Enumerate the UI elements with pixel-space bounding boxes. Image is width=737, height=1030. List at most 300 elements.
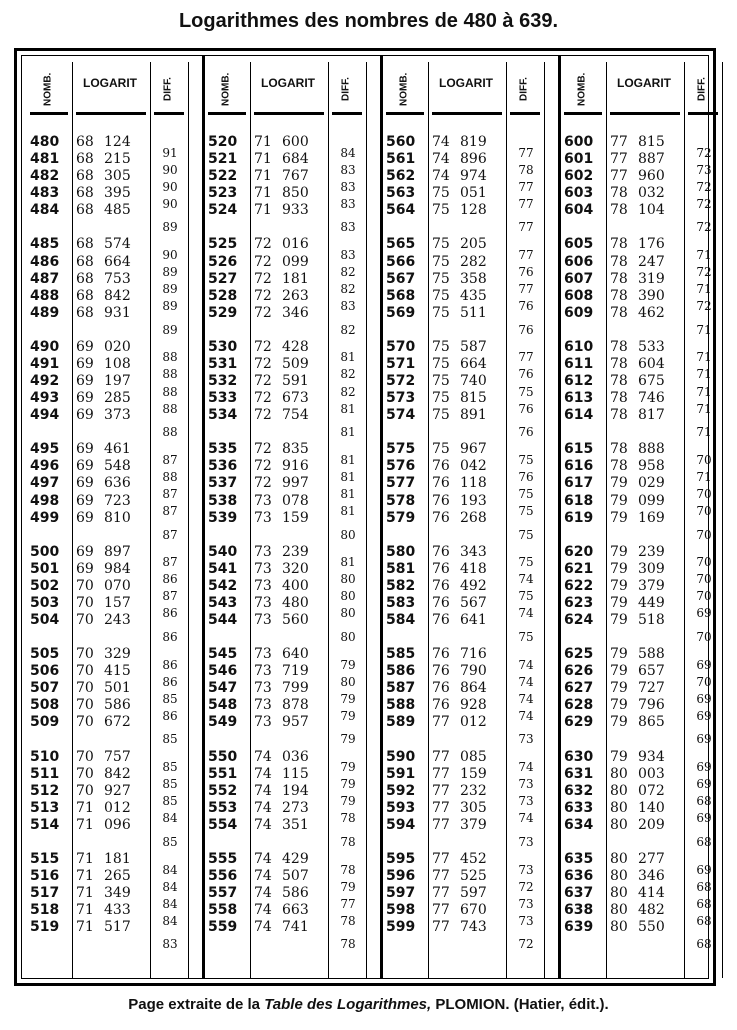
row-diff: 70 (696, 486, 712, 501)
table-row (384, 373, 506, 389)
row-diff: 74 (518, 691, 534, 706)
table-row (206, 236, 328, 252)
row-diff: 76 (518, 469, 534, 484)
row-diff: 80 (340, 630, 356, 644)
log-prefix: 79 (610, 663, 628, 680)
row-number: 611 (564, 355, 594, 372)
table-row (206, 680, 328, 696)
log-prefix: 74 (432, 168, 450, 185)
log-mantissa: 482 (638, 902, 665, 919)
log-prefix: 75 (432, 270, 450, 287)
row-diff: 79 (340, 708, 356, 723)
row-number: 489 (30, 304, 60, 321)
log-mantissa: 511 (460, 304, 487, 321)
row-diff: 69 (696, 811, 712, 826)
table-row (206, 168, 328, 184)
table-row (562, 714, 684, 730)
table-row (562, 254, 684, 270)
row-diff: 77 (518, 350, 534, 365)
row-number: 485 (30, 236, 60, 253)
row-number: 602 (564, 168, 594, 185)
row-diff: 88 (162, 367, 178, 382)
log-prefix: 74 (254, 902, 272, 919)
table-row (384, 510, 506, 526)
row-diff: 85 (162, 691, 178, 706)
log-mantissa: 657 (638, 663, 665, 680)
row-diff: 74 (518, 606, 534, 621)
log-prefix: 73 (254, 577, 272, 594)
log-prefix: 72 (254, 373, 272, 389)
row-number: 543 (208, 594, 238, 611)
log-mantissa: 796 (638, 697, 665, 714)
log-mantissa: 205 (460, 236, 487, 253)
log-mantissa: 209 (638, 816, 665, 833)
row-diff: 70 (696, 589, 712, 604)
table-row (28, 305, 150, 321)
table-row (562, 919, 684, 935)
row-diff: 79 (340, 760, 356, 775)
row-number: 530 (208, 338, 238, 355)
log-prefix: 77 (432, 816, 450, 833)
column-rule (506, 62, 507, 978)
row-diff: 88 (162, 425, 178, 440)
row-diff: 80 (340, 527, 356, 542)
table-row (562, 407, 684, 423)
table-row (562, 680, 684, 696)
row-number: 569 (386, 304, 416, 321)
log-prefix: 71 (254, 185, 272, 202)
row-number: 594 (386, 816, 416, 833)
log-prefix: 68 (76, 151, 94, 168)
log-prefix: 75 (432, 253, 450, 270)
row-diff: 73 (518, 777, 534, 792)
row-diff: 71 (696, 247, 712, 262)
log-mantissa: 891 (460, 407, 487, 424)
log-mantissa: 247 (638, 253, 665, 270)
row-diff: 79 (340, 732, 356, 747)
log-prefix: 76 (432, 663, 450, 680)
row-number: 621 (564, 560, 594, 577)
log-prefix: 72 (254, 441, 272, 458)
log-mantissa: 967 (460, 441, 487, 458)
log-mantissa: 003 (638, 765, 665, 782)
row-diff: 80 (340, 674, 356, 689)
log-mantissa: 036 (282, 748, 309, 765)
row-number: 523 (208, 185, 238, 202)
row-diff: 87 (162, 527, 178, 542)
row-number: 525 (208, 236, 238, 253)
row-diff: 73 (696, 162, 712, 177)
log-prefix: 77 (432, 851, 450, 868)
log-mantissa: 265 (104, 868, 131, 885)
log-mantissa: 349 (104, 885, 131, 902)
header-nomb: NOMB. (220, 72, 232, 106)
table-row (562, 595, 684, 611)
table-row (28, 663, 150, 679)
log-prefix: 73 (254, 680, 272, 697)
log-prefix: 76 (432, 492, 450, 509)
row-number: 619 (564, 509, 594, 526)
row-number: 603 (564, 185, 594, 202)
row-number: 607 (564, 270, 594, 287)
row-number: 515 (30, 851, 60, 868)
row-diff: 68 (696, 896, 712, 911)
log-prefix: 77 (432, 868, 450, 885)
table-row (206, 151, 328, 167)
row-diff: 81 (340, 425, 356, 440)
log-mantissa: 096 (104, 816, 131, 833)
row-diff: 84 (162, 896, 178, 911)
row-number: 508 (30, 697, 60, 714)
row-diff: 77 (340, 896, 356, 911)
log-prefix: 71 (76, 816, 94, 833)
log-prefix: 77 (432, 902, 450, 919)
table-row (206, 851, 328, 867)
row-diff: 89 (162, 282, 178, 297)
row-diff: 73 (518, 732, 534, 747)
log-prefix: 80 (610, 919, 628, 936)
footer-book-title: Table des Logarithmes, (264, 996, 432, 1013)
log-prefix: 72 (254, 475, 272, 492)
log-mantissa: 435 (460, 287, 487, 304)
table-row (384, 493, 506, 509)
row-number: 630 (564, 748, 594, 765)
log-prefix: 71 (254, 134, 272, 150)
log-mantissa: 560 (282, 612, 309, 628)
table-row (28, 868, 150, 884)
log-mantissa: 157 (104, 594, 131, 611)
row-diff: 72 (696, 220, 712, 235)
table-row (562, 663, 684, 679)
log-prefix: 80 (610, 782, 628, 799)
log-prefix: 68 (76, 287, 94, 304)
log-mantissa: 931 (104, 304, 131, 321)
row-diff: 75 (518, 555, 534, 570)
page-title: Logarithmes des nombres de 480 à 639. (178, 10, 559, 32)
log-prefix: 74 (254, 782, 272, 799)
table-row (28, 356, 150, 372)
row-number: 552 (208, 782, 238, 799)
log-prefix: 80 (610, 868, 628, 885)
table-row (384, 134, 506, 150)
row-number: 520 (208, 134, 238, 150)
row-diff: 81 (340, 555, 356, 570)
log-mantissa: 193 (460, 492, 487, 509)
row-diff: 91 (162, 145, 178, 160)
table-row (562, 885, 684, 901)
column-separator (558, 56, 561, 978)
row-number: 605 (564, 236, 594, 253)
row-diff: 72 (518, 937, 534, 952)
row-diff: 82 (340, 265, 356, 280)
log-mantissa: 719 (282, 663, 309, 680)
log-mantissa: 140 (638, 799, 665, 816)
row-diff: 74 (518, 657, 534, 672)
row-diff: 71 (696, 282, 712, 297)
table-row (562, 612, 684, 628)
row-number: 519 (30, 919, 60, 936)
log-prefix: 73 (254, 594, 272, 611)
log-prefix: 78 (610, 236, 628, 253)
log-prefix: 71 (76, 902, 94, 919)
table-row (384, 151, 506, 167)
log-prefix: 77 (432, 765, 450, 782)
log-prefix: 77 (610, 134, 628, 150)
log-mantissa: 099 (282, 253, 309, 270)
table-row (206, 288, 328, 304)
log-mantissa: 974 (460, 168, 487, 185)
row-diff: 74 (518, 811, 534, 826)
log-mantissa: 239 (638, 543, 665, 560)
table-row (562, 390, 684, 406)
table-row (384, 441, 506, 457)
table-row (28, 902, 150, 918)
log-prefix: 70 (76, 577, 94, 594)
log-mantissa: 817 (638, 407, 665, 424)
row-diff: 75 (518, 452, 534, 467)
header-rule (432, 112, 502, 115)
table-row (384, 168, 506, 184)
row-diff: 86 (162, 708, 178, 723)
log-prefix: 70 (76, 748, 94, 765)
table-row (28, 612, 150, 628)
log-prefix: 74 (254, 868, 272, 885)
log-mantissa: 716 (460, 646, 487, 663)
log-mantissa: 462 (638, 304, 665, 321)
log-mantissa: 032 (638, 185, 665, 202)
table-row (206, 390, 328, 406)
log-mantissa: 672 (104, 714, 131, 731)
log-mantissa: 664 (460, 355, 487, 372)
log-mantissa: 169 (638, 509, 665, 526)
header-rule (208, 112, 246, 115)
row-number: 512 (30, 782, 60, 799)
column-rule (722, 62, 723, 978)
table-row (28, 254, 150, 270)
table-row (28, 578, 150, 594)
table-row (206, 595, 328, 611)
log-prefix: 72 (254, 236, 272, 253)
row-number: 629 (564, 714, 594, 731)
log-prefix: 76 (432, 594, 450, 611)
row-number: 637 (564, 885, 594, 902)
table-row (384, 680, 506, 696)
table-row (384, 868, 506, 884)
table-row (384, 185, 506, 201)
row-number: 507 (30, 680, 60, 697)
log-prefix: 77 (610, 151, 628, 168)
log-mantissa: 550 (638, 919, 665, 936)
log-mantissa: 673 (282, 390, 309, 407)
row-diff: 84 (162, 811, 178, 826)
log-mantissa: 012 (460, 714, 487, 731)
table-row (384, 544, 506, 560)
log-mantissa: 587 (460, 338, 487, 355)
row-number: 561 (386, 151, 416, 168)
row-number: 501 (30, 560, 60, 577)
row-diff: 90 (162, 162, 178, 177)
table-row (562, 458, 684, 474)
log-mantissa: 042 (460, 458, 487, 475)
table-row (562, 817, 684, 833)
row-number: 535 (208, 441, 238, 458)
log-mantissa: 815 (460, 390, 487, 407)
table-row (384, 714, 506, 730)
log-mantissa: 343 (460, 543, 487, 560)
row-number: 618 (564, 492, 594, 509)
row-diff: 83 (340, 299, 356, 314)
log-prefix: 77 (432, 714, 450, 731)
row-diff: 72 (518, 879, 534, 894)
row-number: 536 (208, 458, 238, 475)
footer-caption (0, 996, 737, 1013)
row-number: 481 (30, 151, 60, 168)
row-number: 566 (386, 253, 416, 270)
row-diff: 88 (162, 469, 178, 484)
row-number: 599 (386, 919, 416, 936)
log-prefix: 79 (610, 612, 628, 628)
log-mantissa: 197 (104, 373, 131, 389)
log-prefix: 69 (76, 390, 94, 407)
row-number: 547 (208, 680, 238, 697)
log-mantissa: 933 (282, 202, 309, 219)
row-number: 615 (564, 441, 594, 458)
table-row (28, 817, 150, 833)
log-mantissa: 433 (104, 902, 131, 919)
log-prefix: 75 (432, 355, 450, 372)
row-number: 614 (564, 407, 594, 424)
table-row (206, 305, 328, 321)
row-number: 584 (386, 612, 416, 628)
log-mantissa: 567 (460, 594, 487, 611)
log-prefix: 74 (254, 748, 272, 765)
row-number: 628 (564, 697, 594, 714)
table-row (28, 646, 150, 662)
row-number: 521 (208, 151, 238, 168)
row-number: 625 (564, 646, 594, 663)
log-prefix: 77 (432, 919, 450, 936)
log-mantissa: 273 (282, 799, 309, 816)
row-number: 553 (208, 799, 238, 816)
row-diff: 90 (162, 196, 178, 211)
table-row (384, 305, 506, 321)
table-row (206, 817, 328, 833)
log-mantissa: 029 (638, 475, 665, 492)
table-row (384, 749, 506, 765)
log-mantissa: 548 (104, 458, 131, 475)
log-prefix: 74 (254, 765, 272, 782)
row-diff: 82 (340, 282, 356, 297)
log-prefix: 76 (432, 475, 450, 492)
row-diff: 80 (340, 572, 356, 587)
log-mantissa: 741 (282, 919, 309, 936)
row-number: 532 (208, 373, 238, 389)
row-diff: 78 (340, 811, 356, 826)
log-mantissa: 842 (104, 287, 131, 304)
table-column-3 (384, 56, 556, 978)
row-number: 592 (386, 782, 416, 799)
log-mantissa: 810 (104, 509, 131, 526)
row-number: 591 (386, 765, 416, 782)
table-row (562, 151, 684, 167)
row-number: 620 (564, 543, 594, 560)
row-number: 496 (30, 458, 60, 475)
row-diff: 78 (340, 862, 356, 877)
log-mantissa: 640 (282, 646, 309, 663)
row-number: 589 (386, 714, 416, 731)
log-prefix: 73 (254, 646, 272, 663)
table-row (206, 561, 328, 577)
log-prefix: 79 (610, 492, 628, 509)
table-row (206, 493, 328, 509)
row-diff: 69 (696, 760, 712, 775)
row-diff: 89 (162, 299, 178, 314)
table-row (28, 339, 150, 355)
table-row (28, 680, 150, 696)
log-prefix: 73 (254, 663, 272, 680)
log-mantissa: 958 (638, 458, 665, 475)
row-diff: 77 (518, 179, 534, 194)
table-row (28, 390, 150, 406)
table-row (206, 458, 328, 474)
row-number: 593 (386, 799, 416, 816)
log-prefix: 73 (254, 543, 272, 560)
header-rule (254, 112, 324, 115)
log-mantissa: 268 (460, 509, 487, 526)
log-mantissa: 815 (638, 134, 665, 150)
log-prefix: 69 (76, 543, 94, 560)
log-mantissa: 878 (282, 697, 309, 714)
log-mantissa: 754 (282, 407, 309, 424)
table-row (28, 271, 150, 287)
row-number: 622 (564, 577, 594, 594)
log-mantissa: 449 (638, 594, 665, 611)
log-mantissa: 586 (104, 697, 131, 714)
table-row (28, 885, 150, 901)
log-prefix: 77 (432, 799, 450, 816)
log-prefix: 72 (254, 355, 272, 372)
row-number: 498 (30, 492, 60, 509)
log-table (21, 55, 712, 979)
header-rule (332, 112, 362, 115)
log-table-frame (14, 48, 716, 986)
row-number: 570 (386, 338, 416, 355)
row-diff: 75 (518, 384, 534, 399)
row-diff: 87 (162, 555, 178, 570)
row-diff: 87 (162, 486, 178, 501)
log-mantissa: 181 (282, 270, 309, 287)
row-number: 487 (30, 270, 60, 287)
row-diff: 88 (162, 384, 178, 399)
row-diff: 70 (696, 674, 712, 689)
table-row (384, 475, 506, 491)
table-row (206, 271, 328, 287)
row-diff: 80 (340, 606, 356, 621)
table-row (206, 441, 328, 457)
row-number: 486 (30, 253, 60, 270)
row-number: 539 (208, 509, 238, 526)
row-diff: 85 (162, 777, 178, 792)
log-mantissa: 501 (104, 680, 131, 697)
row-diff: 83 (340, 247, 356, 262)
log-prefix: 79 (610, 697, 628, 714)
row-diff: 71 (696, 469, 712, 484)
log-prefix: 72 (254, 407, 272, 424)
row-diff: 72 (696, 179, 712, 194)
log-mantissa: 509 (282, 355, 309, 372)
log-prefix: 68 (76, 168, 94, 185)
row-number: 587 (386, 680, 416, 697)
